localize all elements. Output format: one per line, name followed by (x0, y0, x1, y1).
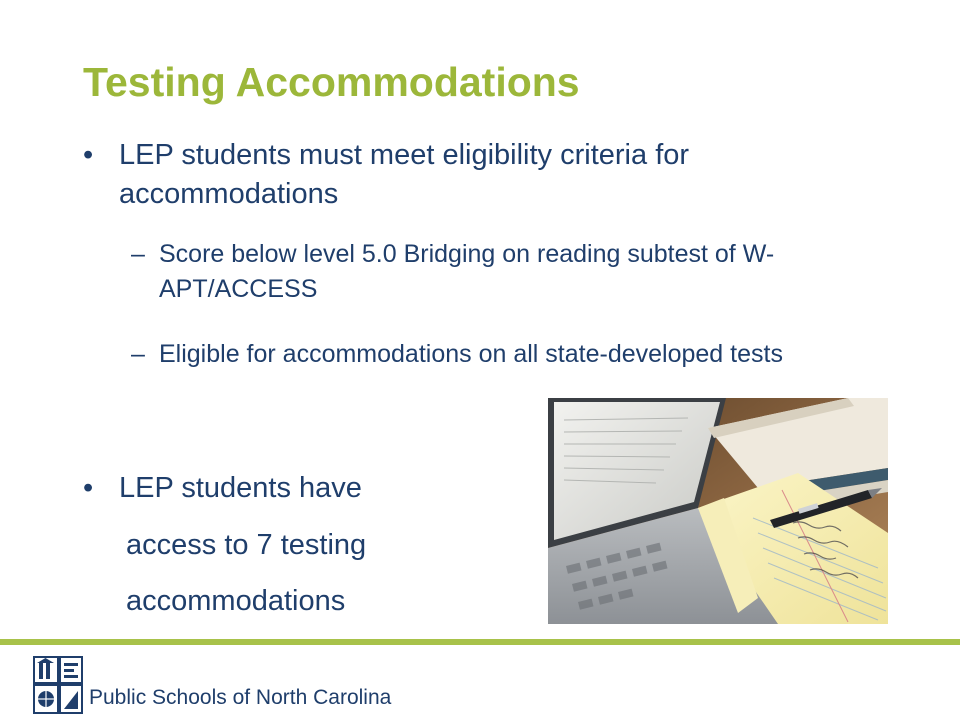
bullet-continuation-line: accommodations (126, 585, 346, 617)
bullet-marker: • (83, 139, 94, 171)
dash-marker: – (131, 340, 145, 368)
bullet-marker: • (83, 472, 94, 504)
sub-bullet-item-2 (131, 337, 851, 372)
dash-marker: – (131, 240, 145, 268)
footer-divider (0, 639, 960, 645)
laptop-notepad-books-photo (548, 398, 888, 624)
bullet-continuation-line: access to 7 testing (126, 529, 367, 561)
footer-org-name: Public Schools of North Carolina (89, 686, 392, 709)
sub-bullet-text: Eligible for accommodations on all state-developed tests (159, 340, 783, 368)
bullet-text: LEP students have (119, 472, 362, 504)
sub-bullet-text: Score below level 5.0 Bridging on reading subtest of W-APT/ACCESS (159, 240, 775, 303)
bullet-text: LEP students must meet eligibility criteria for accommodations (119, 139, 690, 210)
sub-bullet-item-1 (131, 237, 851, 307)
nc-schools-logo-icon (32, 655, 84, 715)
bullet-item-1 (83, 136, 863, 214)
slide-title: Testing Accommodations (83, 59, 580, 105)
